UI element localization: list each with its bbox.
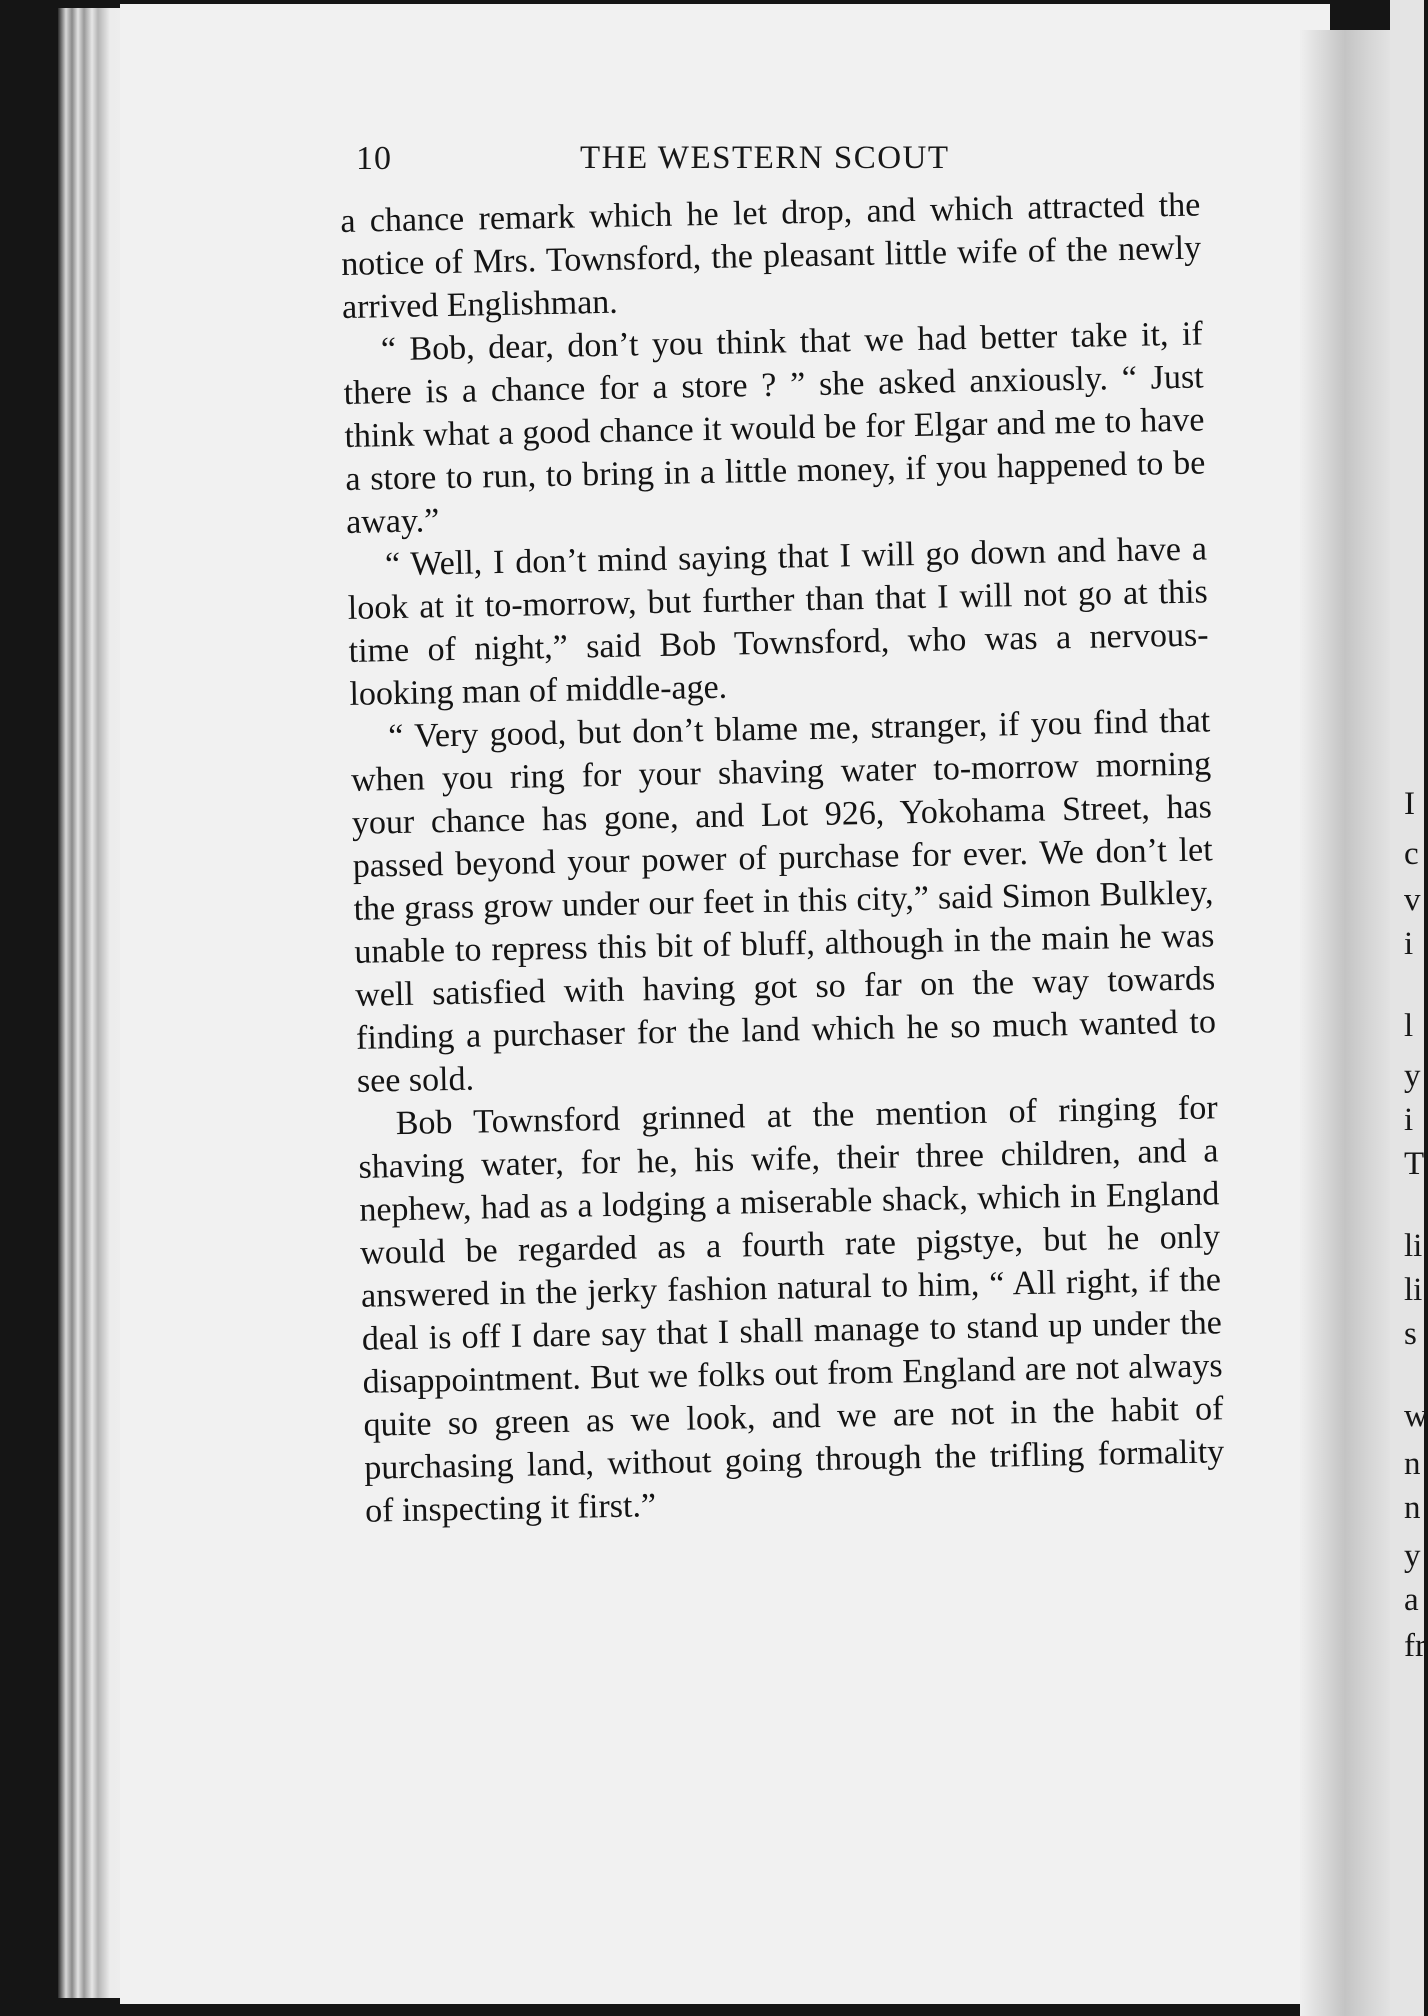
facing-page-fragment: y [1404,1058,1421,1094]
facing-page-fragment: i [1404,1102,1414,1138]
paragraph: “ Well, I don’t mind saying that I will go down and have a look at it to-morrow, but further than that I will not go at this time of night,” said Bob Townsford, who was a nervous-looking man of middle-age. [347,530,1209,713]
page-number: 10 [356,140,392,177]
facing-page-fragment: I [1404,786,1415,822]
facing-page-fragment: n [1404,1446,1421,1482]
facing-page-fragment: li [1404,1272,1423,1308]
facing-page-fragment: i [1404,926,1414,962]
body-text [340,183,1225,1532]
facing-page-fragment: n [1404,1490,1421,1526]
paragraph: “ Very good, but don’t blame me, stranger, if you find that when you ring for your shaving water to-morrow morning your chance has gone, and Lot 926, Yokohama Street, has passed beyond your power of purchase for ever. We don’t let the grass grow under our feet in this city,” said Simon Bulkley, unable to repress this bit of bluff, although in the main he was well satisfied with having got so far on the way towards finding a purchaser for the land which he so much wanted to see sold. [350,702,1217,1100]
facing-page-fragment: fr [1404,1628,1426,1664]
facing-page-fragment: a [1404,1582,1419,1618]
paragraph: a chance remark which he let drop, and which attracted the notice of Mrs. Townsford, the pleasant little wife of the newly arrived Englishman. [340,186,1202,326]
facing-page-fragment: v [1404,882,1421,918]
paragraph: Bob Townsford grinned at the mention of ringing for shaving water, for he, his wife, their three children, and a nephew, had as a lodging a miserable shack, which in England would be regarded as a fourth rate pigstye, but he only answered in the jerky fashion natural to him, “ All right, if the deal is off I dare say that I shall manage to stand up under the disappointment. But we folks out from England are not always quite so green as we look, and we are not in the habit of purchasing land, without going through the trifling formality of inspecting it first.” [358,1089,1225,1530]
paragraph: “ Bob, dear, don’t you think that we had better take it, if there is a chance for a store ? ” she asked anxiously. “ Just think what a good chance it would be for Elgar and me to have a store to run, to bring in a little money, if you happened to be away.” [343,315,1206,541]
facing-page-fragment: y [1404,1538,1421,1574]
facing-page-fragment: li [1404,1228,1423,1264]
page-header [356,140,1216,190]
facing-page-fragment: T [1404,1146,1425,1182]
facing-page-fragment: c [1404,836,1419,872]
running-title: THE WESTERN SCOUT [580,140,950,176]
book-gutter [1300,30,1400,2016]
facing-page-fragment: l [1404,1008,1414,1044]
facing-page-fragment: w [1404,1398,1428,1434]
facing-page-fragment: s [1404,1316,1417,1352]
